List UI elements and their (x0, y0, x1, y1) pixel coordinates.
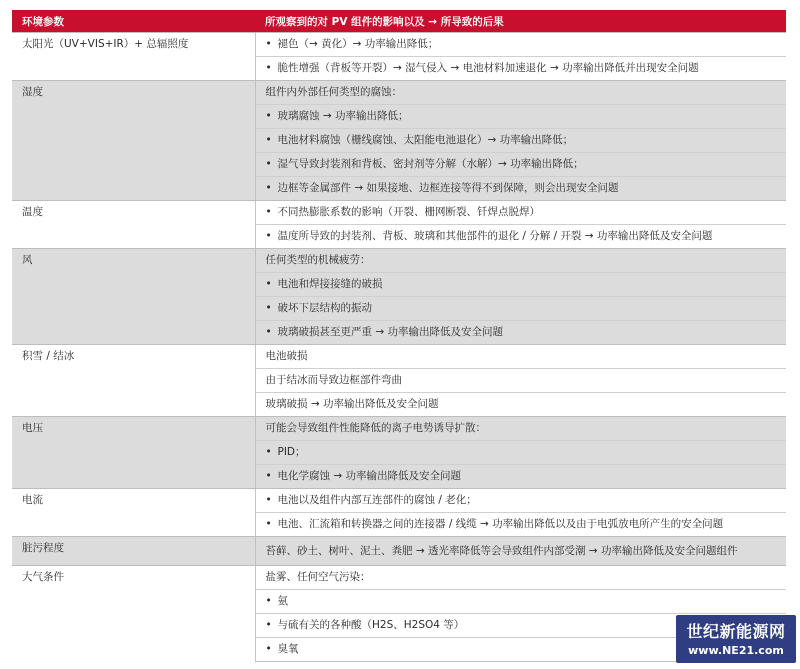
bullet-icon: • (265, 206, 272, 218)
effect-text: 玻璃破损甚至更严重 → 功率输出降低及安全问题 (277, 326, 503, 338)
parameter-name: 大气条件 (12, 566, 255, 662)
effect-text: 由于结冰而导致边框部件弯曲 (265, 374, 402, 386)
effect-text: PID； (277, 446, 306, 458)
effect-cell (255, 537, 786, 566)
parameter-group (12, 249, 786, 345)
effect-text: 温度所导致的封装剂、背板、玻璃和其他部件的退化 / 分解 / 开裂 → 功率输出降低及安全问题 (277, 230, 713, 242)
effect-cell (255, 201, 786, 225)
table-row (12, 81, 786, 105)
effect-text: 破坏下层结构的振动 (277, 302, 372, 314)
site-watermark (676, 615, 796, 663)
parameter-name: 太阳光（UV+VIS+IR）+ 总辐照度 (12, 33, 255, 81)
effect-text: 组件内外部任何类型的腐蚀： (265, 86, 402, 98)
effect-text: 氨 (277, 595, 288, 607)
table-row (12, 249, 786, 273)
effect-cell (255, 153, 786, 177)
parameter-group (12, 345, 786, 417)
parameter-name: 积雪 / 结冰 (12, 345, 255, 417)
parameter-name: 湿度 (12, 81, 255, 201)
table-row (12, 417, 786, 441)
bullet-icon: • (265, 326, 272, 338)
bullet-icon: • (265, 230, 272, 242)
table-row (12, 537, 786, 566)
effect-text: 脆性增强（背板等开裂）→ 湿气侵入 → 电池材料加速退化 → 功率输出降低并出现安全问题 (277, 62, 699, 74)
effect-text: 电化学腐蚀 → 功率输出降低及安全问题 (277, 470, 461, 482)
effect-cell (255, 393, 786, 417)
effect-text: 褪色（→ 黄化）→ 功率输出降低； (277, 38, 439, 50)
effect-cell (255, 321, 786, 345)
effect-text: 电池材料腐蚀（栅线腐蚀、太阳能电池退化）→ 功率输出降低； (277, 134, 574, 146)
parameter-name: 风 (12, 249, 255, 345)
table-row (12, 33, 786, 57)
bullet-icon: • (265, 470, 272, 482)
watermark-title: 世纪新能源网 (686, 622, 786, 641)
table-row (12, 489, 786, 513)
effect-text: 电池破损 (265, 350, 308, 362)
parameter-group (12, 33, 786, 81)
bullet-icon: • (265, 302, 272, 314)
table-row (12, 345, 786, 369)
table-row (12, 201, 786, 225)
parameter-group (12, 201, 786, 249)
effect-cell (255, 105, 786, 129)
parameter-group (12, 566, 786, 662)
effect-cell (255, 489, 786, 513)
parameter-group (12, 417, 786, 489)
effect-text: 电池以及组件内部互连部件的腐蚀 / 老化； (277, 494, 477, 506)
effect-cell (255, 345, 786, 369)
effect-cell (255, 225, 786, 249)
bullet-icon: • (265, 278, 272, 290)
watermark-url: www.NE21.com (688, 644, 784, 657)
bullet-icon: • (265, 38, 272, 50)
effect-text: 不同热膨胀系数的影响（开裂、栅网断裂、钎焊点脱焊） (277, 206, 540, 218)
table-row (12, 566, 786, 590)
header-parameter: 环境参数 (12, 10, 255, 33)
environment-effects-table (12, 10, 786, 662)
bullet-icon: • (265, 62, 272, 74)
effect-text: 湿气导致封装剂和背板、密封剂等分解（水解）→ 功率输出降低； (277, 158, 584, 170)
effect-text: 电池和焊接接缝的破损 (277, 278, 383, 290)
effect-cell (255, 297, 786, 321)
bullet-icon: • (265, 182, 272, 194)
bullet-icon: • (265, 446, 272, 458)
parameter-name: 电压 (12, 417, 255, 489)
effect-cell (255, 33, 786, 57)
effect-cell (255, 566, 786, 590)
effect-text: 电池、汇流箱和转换器之间的连接器 / 线缆 → 功率输出降低以及由于电弧放电所产生的安全问题 (277, 518, 724, 530)
effect-cell (255, 129, 786, 153)
bullet-icon: • (265, 619, 272, 631)
effect-text: 盐雾、任何空气污染： (265, 571, 371, 583)
bullet-icon: • (265, 158, 272, 170)
header-effects: 所观察到的对 PV 组件的影响以及 → 所导致的后果 (255, 10, 786, 33)
effect-text: 可能会导致组件性能降低的离子电势诱导扩散： (265, 422, 486, 434)
bullet-icon: • (265, 134, 272, 146)
effect-cell (255, 177, 786, 201)
effect-cell (255, 590, 786, 614)
parameter-name: 电流 (12, 489, 255, 537)
effect-cell (255, 81, 786, 105)
parameter-group (12, 489, 786, 537)
effect-cell (255, 441, 786, 465)
effect-text: 苔藓、砂土、树叶、泥土、粪肥 → 透光率降低等会导致组件内部受潮 → 功率输出降低及安全问题组件 (265, 544, 738, 557)
effect-text: 玻璃腐蚀 → 功率输出降低； (277, 110, 409, 122)
effect-text: 边框等金属部件 → 如果接地、边框连接等得不到保障，则会出现安全问题 (277, 182, 619, 194)
effect-cell (255, 273, 786, 297)
bullet-icon: • (265, 643, 272, 655)
bullet-icon: • (265, 518, 272, 530)
bullet-icon: • (265, 494, 272, 506)
effect-text: 与硫有关的各种酸（H2S、H2SO4 等） (277, 619, 465, 631)
table-header-row (12, 10, 786, 33)
effect-cell (255, 513, 786, 537)
parameter-group (12, 81, 786, 201)
effect-cell (255, 417, 786, 441)
bullet-icon: • (265, 595, 272, 607)
effect-cell (255, 57, 786, 81)
parameter-name: 脏污程度 (12, 537, 255, 566)
effect-cell (255, 369, 786, 393)
parameter-group (12, 537, 786, 566)
effect-cell (255, 249, 786, 273)
parameter-name: 温度 (12, 201, 255, 249)
effect-text: 臭氧 (277, 643, 299, 655)
effect-cell (255, 465, 786, 489)
effect-text: 任何类型的机械疲劳： (265, 254, 371, 266)
bullet-icon: • (265, 110, 272, 122)
effect-text: 玻璃破损 → 功率输出降低及安全问题 (265, 398, 439, 410)
